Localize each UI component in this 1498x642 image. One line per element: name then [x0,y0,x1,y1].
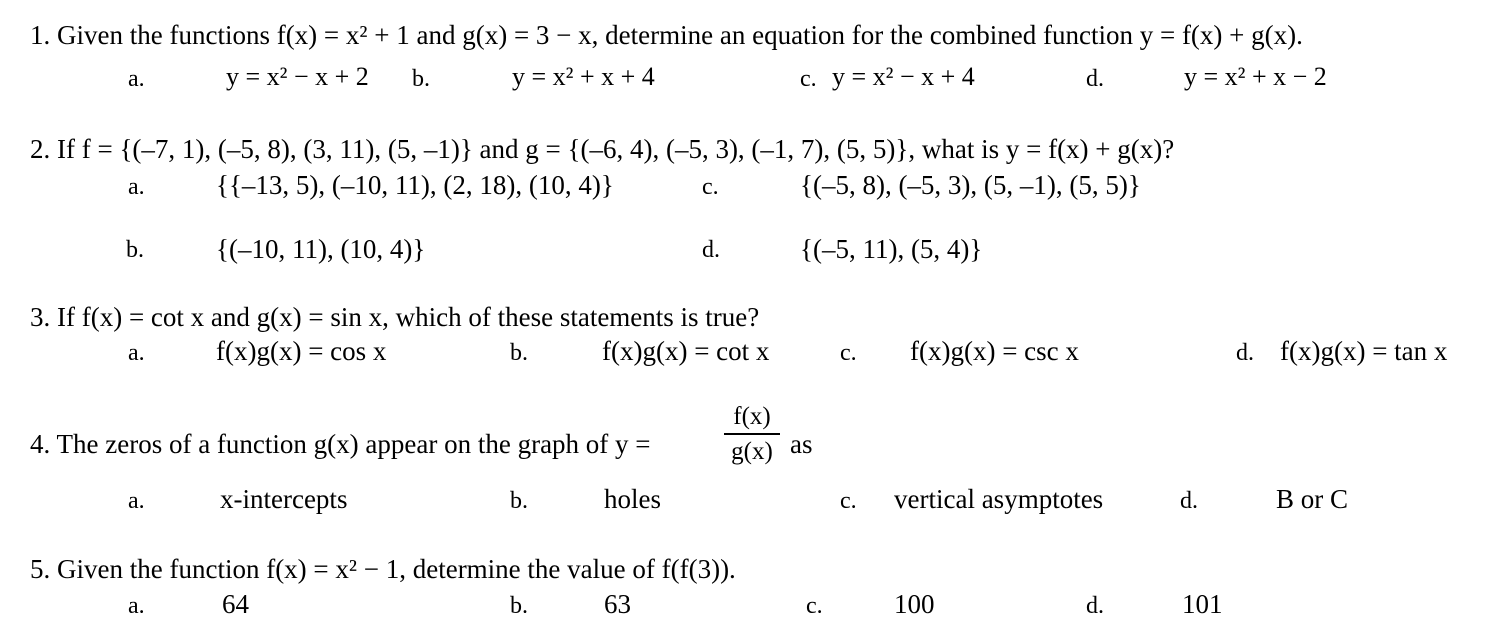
question-2-stem [30,136,1174,163]
question-4-fraction [724,404,780,464]
question-1-text: Given the functions f(x) = x² + 1 and g(x) = 3 − x, determine an equation for the combined function y = f(x) + g(x). [57,20,1303,50]
q3-option-c-text: f(x)g(x) = csc x [910,336,1079,366]
fraction-bar [724,433,780,435]
q1-option-a-text: y = x² − x + 2 [226,62,369,91]
q4-option-c-text: vertical asymptotes [894,484,1104,514]
q1-option-b-text: y = x² + x + 4 [512,62,655,91]
question-4-number: 4. [30,429,51,459]
question-3-text: If f(x) = cot x and g(x) = sin x, which of these statements is true? [57,302,760,332]
question-5-text: Given the function f(x) = x² − 1, determine the value of f(f(3)). [57,554,736,584]
q5-option-a-label[interactable]: a. [128,593,145,619]
question-2-text: If f = {(–7, 1), (–5, 8), (3, 11), (5, –1)} and g = {(–6, 4), (–5, 3), (–1, 7), (5, 5)}, what is y = f(x) + g(x)? [57,134,1175,164]
q4-option-c-label[interactable]: c. [840,488,857,514]
q2-option-b-text: {(–10, 11), (10, 4)} [216,234,426,264]
question-1-stem [30,22,1303,49]
q3-option-b-label[interactable]: b. [510,340,528,366]
q2-option-c-text: {(–5, 8), (–5, 3), (5, –1), (5, 5)} [800,170,1141,200]
q3-option-d-text: f(x)g(x) = tan x [1280,336,1448,366]
question-4-text: The zeros of a function g(x) appear on the graph of y = [56,429,651,459]
q2-option-d-text: {(–5, 11), (5, 4)} [800,234,983,264]
question-2-number: 2. [30,134,51,164]
question-4-suffix: as [790,429,813,459]
q2-option-a-text: {{–13, 5), (–10, 11), (2, 18), (10, 4)} [216,170,614,200]
q5-option-c-label[interactable]: c. [806,593,823,619]
q3-option-a-label[interactable]: a. [128,340,145,366]
q2-option-d-label[interactable]: d. [702,237,720,263]
fraction-denominator: g(x) [731,437,773,465]
q4-option-d-text: B or C [1276,484,1349,514]
question-5-number: 5. [30,554,51,584]
question-4-stem [30,431,651,458]
q1-option-c-label[interactable]: c. [800,66,817,92]
q3-option-b-text: f(x)g(x) = cot x [602,336,770,366]
q4-option-b-text: holes [604,484,661,514]
q2-option-c-label[interactable]: c. [702,174,719,200]
q2-option-a-label[interactable]: a. [128,174,145,200]
q5-option-d-text: 101 [1182,589,1223,619]
q5-option-c-text: 100 [894,589,935,619]
q2-option-b-label[interactable]: b. [126,237,144,263]
fraction-numerator: f(x) [733,403,771,430]
q1-option-c-text: y = x² − x + 4 [832,62,975,91]
q5-option-b-text: 63 [604,589,631,619]
q1-option-d-text: y = x² + x − 2 [1184,62,1327,91]
q3-option-c-label[interactable]: c. [840,340,857,366]
question-1-number: 1. [30,20,51,50]
q1-option-d-label[interactable]: d. [1086,66,1104,92]
q5-option-a-text: 64 [222,589,249,619]
q3-option-a-text: f(x)g(x) = cos x [216,336,387,366]
q3-option-d-label[interactable]: d. [1236,340,1254,366]
q1-option-b-label[interactable]: b. [412,66,430,92]
q5-option-d-label[interactable]: d. [1086,593,1104,619]
q4-option-d-label[interactable]: d. [1180,488,1198,514]
question-5-stem [30,556,736,583]
question-3-number: 3. [30,302,51,332]
question-3-stem [30,304,759,331]
q5-option-b-label[interactable]: b. [510,593,528,619]
q1-option-a-label[interactable]: a. [128,66,145,92]
q4-option-a-label[interactable]: a. [128,488,145,514]
q4-option-a-text: x-intercepts [220,484,348,514]
q4-option-b-label[interactable]: b. [510,488,528,514]
